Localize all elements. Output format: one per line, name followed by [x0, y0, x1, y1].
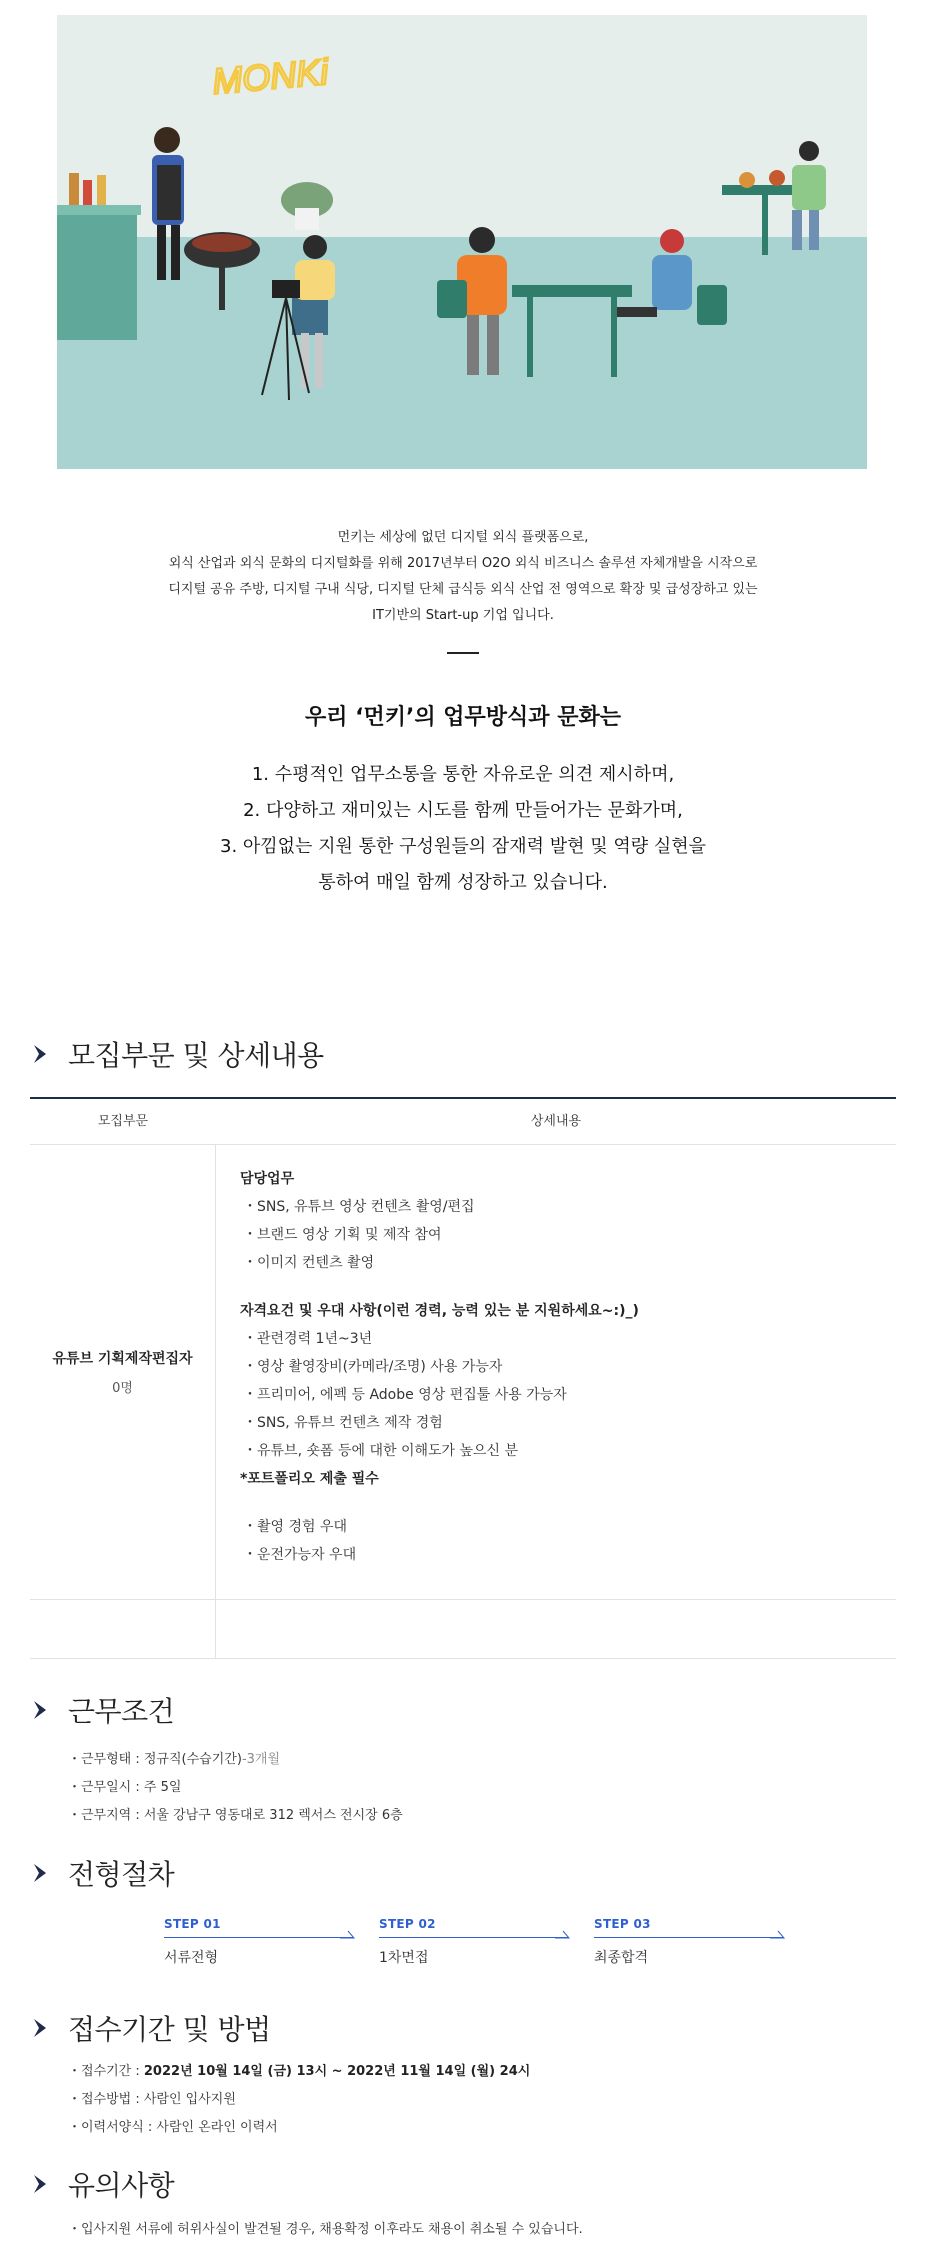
table-row-empty — [30, 1600, 896, 1659]
section-title: 근무조건 — [68, 1695, 175, 1728]
intro-line: 먼키는 세상에 없던 디지털 외식 플랫폼으로, — [337, 530, 589, 545]
section-header-conditions — [30, 1690, 174, 1730]
step-name: 서류전형 — [164, 1950, 219, 1966]
notice-item: ・입사지원 서류에 허위사실이 발견될 경우, 채용확정 이후라도 채용이 취소될 수 있습니다. — [68, 2222, 583, 2237]
apply-item — [68, 2058, 530, 2086]
arrow-right-icon — [770, 1929, 786, 1939]
section-header-process — [30, 1853, 174, 1893]
condition-item — [68, 1746, 403, 1774]
section-header-notice — [30, 2164, 174, 2204]
requirement-item: ・관련경력 1년~3년 — [243, 1331, 373, 1347]
culture-line: 1. 수평적인 업무소통을 통한 자유로운 의견 제시하며, — [251, 764, 675, 785]
step-name: 최종합격 — [594, 1950, 649, 1966]
arrow-right-icon — [555, 1929, 571, 1939]
section-title: 전형절차 — [68, 1858, 175, 1891]
period-label: ・접수기간 : — [68, 2064, 144, 2079]
detail-cell — [216, 1145, 896, 1599]
step-line — [379, 1937, 569, 1938]
chevron-right-icon — [30, 2017, 52, 2039]
period-value: 2022년 10월 14일 (금) 13시 ~ 2022년 11월 14일 (월) 24시 — [143, 2064, 531, 2079]
employment-type: ・근무형태 : 정규직(수습기간) — [68, 1752, 242, 1767]
culture-line: 통하여 매일 함께 성장하고 있습니다. — [318, 872, 608, 893]
portfolio-note: *포트폴리오 제출 필수 — [240, 1471, 379, 1487]
section-title: 유의사항 — [68, 2169, 175, 2202]
table-row — [30, 1145, 896, 1600]
chevron-right-icon — [30, 2173, 52, 2195]
restaurant-scene-illustration — [57, 15, 867, 469]
preference-item: ・운전가능자 우대 — [243, 1547, 357, 1563]
header-detail: 상세내용 — [530, 1114, 582, 1129]
requirement-item: ・영상 촬영장비(카메라/조명) 사용 가능자 — [243, 1359, 503, 1375]
intro-line: 디지털 공유 주방, 디지털 구내 식당, 디지털 단체 급식등 외식 산업 전 영역으로 확장 및 급성장하고 있는 — [168, 582, 758, 597]
apply-list — [68, 2058, 530, 2142]
condition-item: ・근무일시 : 주 5일 — [68, 1780, 182, 1795]
duty-item: ・브랜드 영상 기획 및 제작 참여 — [243, 1227, 442, 1243]
notice-list — [68, 2216, 583, 2244]
header-position: 모집부문 — [97, 1114, 149, 1129]
hero-illustration — [57, 15, 867, 469]
position-count: 0명 — [112, 1380, 133, 1396]
requirements-heading: 자격요건 및 우대 사항(이런 경력, 능력 있는 분 지원하세요~:)_) — [240, 1303, 639, 1319]
step-name: 1차면접 — [379, 1950, 429, 1966]
apply-item: ・이력서양식 : 사람인 온라인 이력서 — [68, 2120, 278, 2135]
section-title: 모집부문 및 상세내용 — [68, 1039, 324, 1072]
intro-divider — [447, 652, 479, 654]
step-label: STEP 03 — [594, 1917, 651, 1931]
step-line — [164, 1937, 354, 1938]
duty-item: ・이미지 컨텐츠 촬영 — [243, 1255, 375, 1271]
duty-item: ・SNS, 유튜브 영상 컨텐츠 촬영/편집 — [243, 1199, 475, 1215]
table-header — [30, 1099, 896, 1145]
step-label: STEP 02 — [379, 1917, 436, 1931]
arrow-right-icon — [340, 1929, 356, 1939]
duties-heading: 담당업무 — [240, 1171, 295, 1187]
chevron-right-icon — [30, 1043, 52, 1065]
probation-period: -3개월 — [241, 1752, 281, 1767]
culture-title: 우리 ‘먼키’의 업무방식과 문화는 — [305, 705, 621, 730]
condition-item: ・근무지역 : 서울 강남구 영동대로 312 렉서스 전시장 6층 — [68, 1808, 403, 1823]
intro-line: 외식 산업과 외식 문화의 디지털화를 위해 2017년부터 O2O 외식 비즈니스 솔루션 자체개발을 시작으로 — [168, 556, 758, 571]
requirement-item: ・프리미어, 에펙 등 Adobe 영상 편집툴 사용 가능자 — [243, 1387, 567, 1403]
process-step — [594, 1917, 809, 1967]
requirement-item: ・SNS, 유튜브 컨텐츠 제작 경험 — [243, 1415, 443, 1431]
process-steps — [164, 1917, 809, 1967]
conditions-list — [68, 1746, 403, 1830]
process-step — [379, 1917, 594, 1967]
position-cell — [30, 1145, 216, 1599]
svg-text:MONKi: MONKi — [210, 50, 330, 102]
preference-item: ・촬영 경험 우대 — [243, 1519, 348, 1535]
intro-line: IT기반의 Start-up 기업 입니다. — [372, 608, 554, 623]
position-title: 유튜브 기획제작편집자 — [52, 1350, 193, 1367]
company-intro — [0, 525, 926, 629]
step-line — [594, 1937, 784, 1938]
culture-line: 2. 다양하고 재미있는 시도를 함께 만들어가는 문화가며, — [243, 800, 683, 821]
requirement-item: ・유튜브, 숏폼 등에 대한 이해도가 높으신 분 — [243, 1443, 519, 1459]
step-label: STEP 01 — [164, 1917, 221, 1931]
apply-item: ・접수방법 : 사람인 입사지원 — [68, 2092, 236, 2107]
recruit-table — [30, 1097, 896, 1659]
culture-list — [0, 757, 926, 901]
chevron-right-icon — [30, 1862, 52, 1884]
section-title: 접수기간 및 방법 — [68, 2013, 271, 2046]
culture-line: 3. 아낌없는 지원 통한 구성원들의 잠재력 발현 및 역량 실현을 — [220, 836, 706, 857]
section-header-apply — [30, 2008, 271, 2048]
process-step — [164, 1917, 379, 1967]
section-header-recruit — [30, 1034, 324, 1074]
chevron-right-icon — [30, 1699, 52, 1721]
